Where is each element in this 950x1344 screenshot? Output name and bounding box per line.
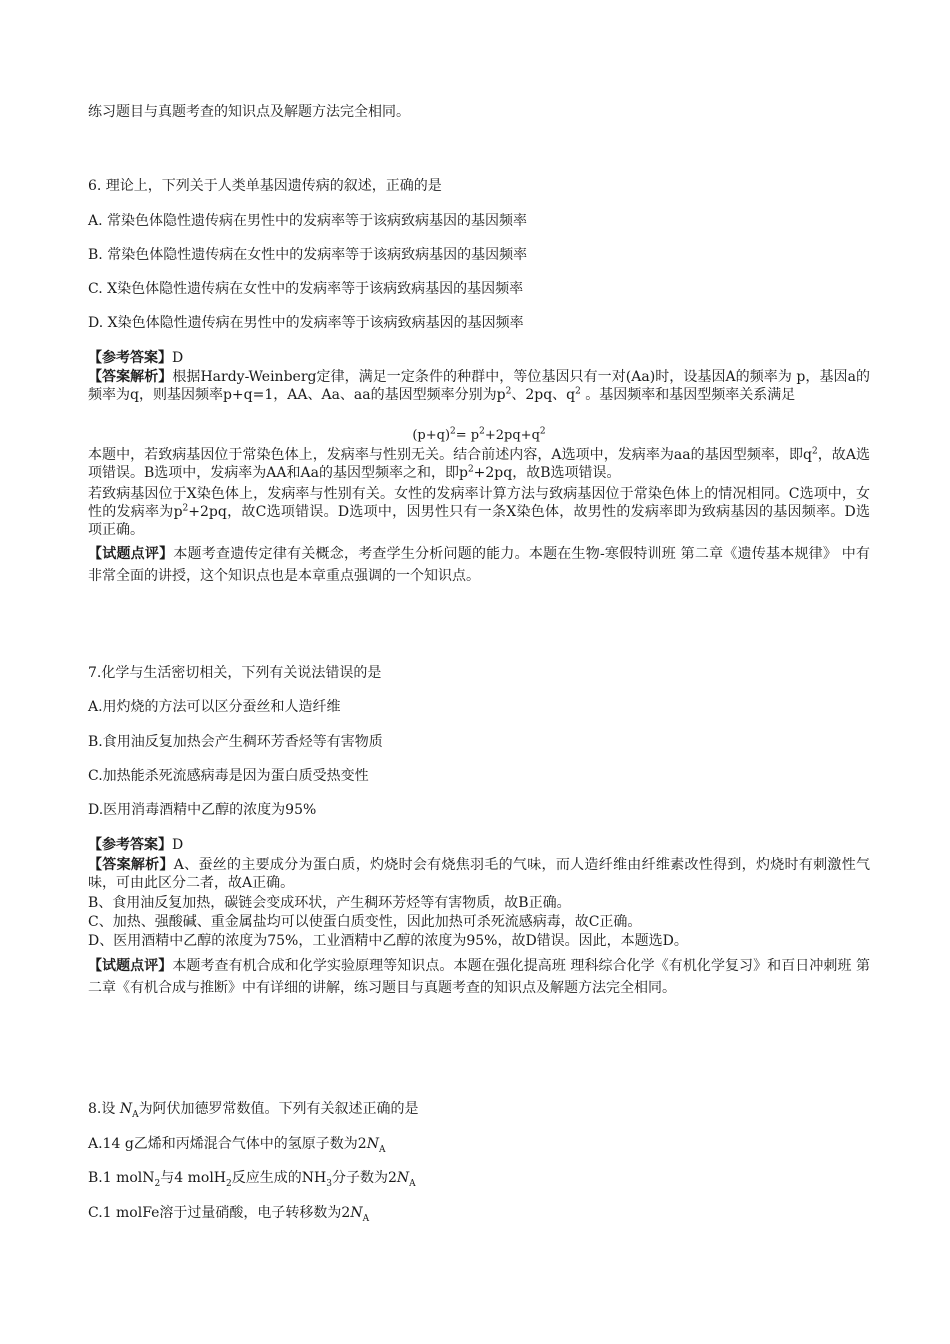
q7-option-a: A.用灼烧的方法可以区分蚕丝和人造纤维 [88, 699, 341, 715]
q6-analysis-p2: 本题中，若致病基因位于常染色体上，发病率与性别无关。结合前述内容，A选项中，发病率为aa的基因型频率，即$q^2$，故A选项错误。B选项中，发病率为AA和Aa的基因型频率之和，即$p^2+2pq$，故B选项错误。 [88, 446, 870, 481]
q6-answer [88, 349, 183, 367]
q8-option-a: A.14 g乙烯和丙烯混合气体中的氢原子数为$2N_A$ [88, 1136, 386, 1155]
q8-stem: 8.设 $N_A$为阿伏加德罗常数值。下列有关叙述正确的是 [88, 1101, 419, 1120]
q6-option-d: D. X染色体隐性遗传病在男性中的发病率等于该病致病基因的基因频率 [88, 315, 524, 331]
q7-analysis-label: 【答案解析】 [88, 857, 174, 873]
q6-option-a: A. 常染色体隐性遗传病在男性中的发病率等于该病致病基因的基因频率 [88, 213, 528, 229]
q6-comment-label: 【试题点评】 [88, 546, 174, 562]
q7-answer [88, 836, 183, 854]
q6-analysis-p1: 【答案解析】根据Hardy-Weinberg定律，满足一定条件的种群中，等位基因只有一对(Aa)时，设基因A的频率为 p，基因a的频率为q，则基因频率p+q=1，AA、Aa、aa的基因型频率分别为$p^2$、2pq、$q^2$ 。基因频率和基因型频率关系满足 [88, 369, 870, 403]
q6-answer-label: 【参考答案】 [88, 350, 172, 366]
q6-option-b: B. 常染色体隐性遗传病在女性中的发病率等于该病致病基因的基因频率 [88, 247, 528, 263]
q6-analysis-p3: 若致病基因位于X染色体上，发病率与性别有关。女性的发病率计算方法与致病基因位于常染色体上的情况相同。C选项中，女性的发病率为$p^2+2pq$，故C选项错误。D选项中，因男性只有一条X染色体，故男性的发病率即为致病基因的基因频率。D选项正确。 [88, 486, 871, 538]
q6-option-c: C. X染色体隐性遗传病在女性中的发病率等于该病致病基因的基因频率 [88, 281, 524, 297]
q8-option-b: B.1 molN$_2$与4 molH$_2$反应生成的$NH_3$分子数为$2N_A$ [88, 1170, 416, 1189]
q7-option-c: C.加热能杀死流感病毒是因为蛋白质受热变性 [88, 768, 369, 784]
q6-formula: $(p+q)^2= p^2+2pq+q^2$ [412, 426, 546, 443]
q7-answer-label: 【参考答案】 [88, 837, 172, 853]
q7-comment: 【试题点评】本题考查有机合成和化学实验原理等知识点。本题在强化提高班 理科综合化学《有机化学复习》和百日冲刺班 第二章《有机合成与推断》中有详细的讲解，练习题目与真题考查的知识点及解题方法完全相同。 [88, 958, 871, 996]
q6-analysis-label: 【答案解析】 [88, 369, 173, 385]
q7-stem: 7.化学与生活密切相关，下列有关说法错误的是 [88, 665, 382, 681]
q7-option-b: B.食用油反复加热会产生稠环芳香烃等有害物质 [88, 734, 383, 750]
intro-tail: 练习题目与真题考查的知识点及解题方法完全相同。 [88, 104, 410, 120]
q7-option-d: D.医用消毒酒精中乙醇的浓度为95% [88, 802, 317, 818]
q7-analysis-a: 【答案解析】A、蚕丝的主要成分为蛋白质，灼烧时会有烧焦羽毛的气味，而人造纤维由纤维素改性得到，灼烧时有刺激性气味，可由此区分二者，故A正确。 [88, 857, 870, 891]
q7-analysis-c: C、加热、强酸碱、重金属盐均可以使蛋白质变性，因此加热可杀死流感病毒，故C正确。 [88, 914, 642, 930]
q6-stem: 6. 理论上，下列关于人类单基因遗传病的叙述，正确的是 [88, 178, 442, 194]
q7-analysis-d: D、医用酒精中乙醇的浓度为75%，工业酒精中乙醇的浓度为95%，故D错误。因此，本题选D。 [88, 933, 688, 949]
q6-comment: 【试题点评】本题考查遗传定律有关概念，考查学生分析问题的能力。本题在生物-寒假特训班 第二章《遗传基本规律》 中有非常全面的讲授，这个知识点也是本章重点强调的一个知识点。 [88, 546, 870, 584]
q7-analysis-b: B、食用油反复加热，碳链会变成环状，产生稠环芳烃等有害物质，故B正确。 [88, 895, 571, 911]
q7-comment-label: 【试题点评】 [88, 958, 173, 974]
q8-option-c: C.1 molFe溶于过量硝酸，电子转移数为$2N_A$ [88, 1205, 370, 1224]
q6-answer-value: D [172, 350, 184, 366]
q7-answer-value: D [172, 837, 184, 853]
